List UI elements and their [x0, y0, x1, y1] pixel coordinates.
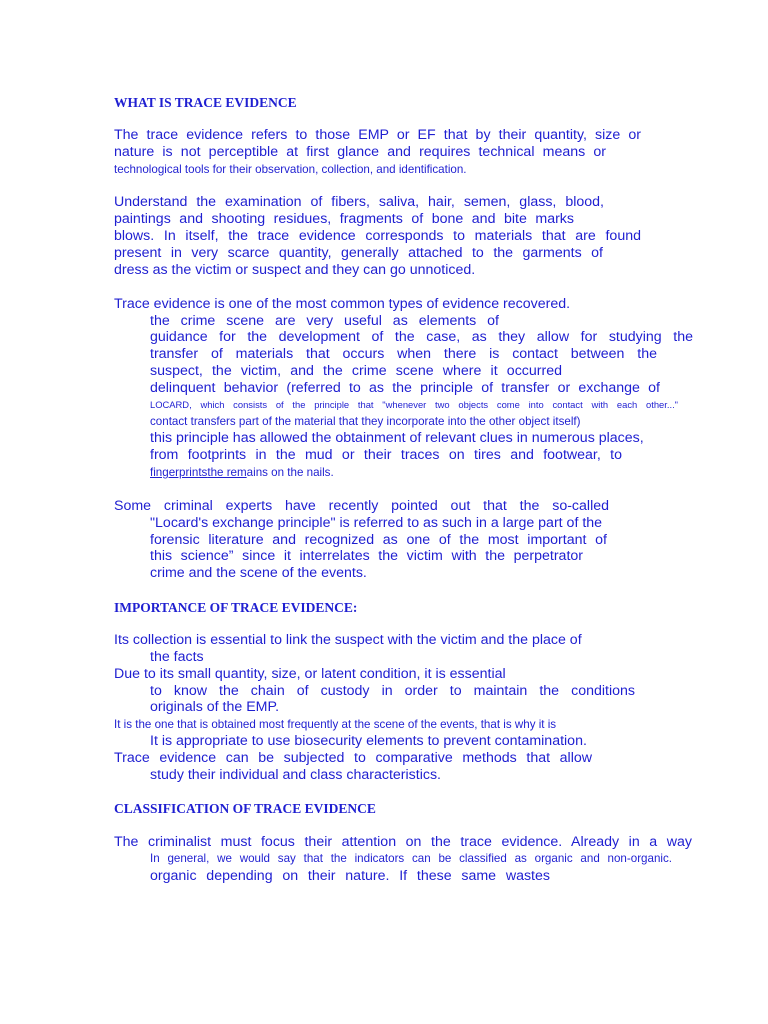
text-line: forensic literature and recognized as one of the most important of	[150, 532, 607, 548]
section-heading: IMPORTANCE OF TRACE EVIDENCE:	[114, 600, 358, 615]
text-line: present in very scarce quantity, generally attached to the garments of	[114, 245, 603, 261]
text-line: this principle has allowed the obtainment of relevant clues in numerous places,	[150, 430, 644, 446]
text-line: study their individual and class characteristics.	[150, 767, 441, 783]
text-line: this science” since it interrelates the victim with the perpetrator	[150, 548, 583, 564]
fingerprints-link[interactable]: fingerprints	[150, 466, 208, 479]
text-line: guidance for the development of the case, as they allow for studying the	[150, 329, 693, 345]
text-line: In general, we would say that the indicators can be classified as organic and non-organic.	[150, 852, 672, 865]
text-line: Trace evidence can be subjected to comparative methods that allow	[114, 750, 592, 766]
text-line: dress as the victim or suspect and they can go unnoticed.	[114, 262, 476, 278]
text-line: contact transfers part of the material that they incorporate into the other object itself)	[150, 415, 581, 428]
text-line: blows. In itself, the trace evidence corresponds to materials that are found	[114, 228, 641, 244]
text-line: organic depending on their nature. If these same wastes	[150, 868, 550, 884]
text-line: It is appropriate to use biosecurity elements to prevent contamination.	[150, 733, 587, 749]
text-line: Its collection is essential to link the suspect with the victim and the place of	[114, 632, 582, 648]
text-line: nature is not perceptible at first glance and requires technical means or	[114, 144, 606, 160]
text-line: The trace evidence refers to those EMP or EF that by their quantity, size or	[114, 127, 641, 143]
text-line: Due to its small quantity, size, or latent condition, it is essential	[114, 666, 506, 682]
text-line: transfer of materials that occurs when there is contact between the	[150, 346, 657, 362]
text-line: the facts	[150, 649, 204, 665]
text-line: from footprints in the mud or their traces on tires and footwear, to	[150, 447, 622, 463]
nails-fragment: ains on the nails.	[246, 466, 334, 479]
text-line: technological tools for their observation, collection, and identification.	[114, 163, 467, 176]
text-line: Understand the examination of fibers, saliva, hair, semen, glass, blood,	[114, 194, 604, 210]
text-line: the crime scene are very useful as elements of	[150, 313, 499, 329]
text-line	[150, 464, 334, 481]
text-line: suspect, the victim, and the crime scene where it occurred	[150, 363, 562, 379]
text-line: "Locard's exchange principle" is referred to as such in a large part of the	[150, 515, 603, 531]
remains-fragment: the rem	[207, 466, 247, 479]
section-heading: WHAT IS TRACE EVIDENCE	[114, 95, 297, 110]
text-line: paintings and shooting residues, fragments of bone and bite marks	[114, 211, 574, 227]
text-line: It is the one that is obtained most frequently at the scene of the events, that is why it is	[114, 718, 557, 731]
text-line: LOCARD, which consists of the principle that "whenever two objects come into contact with each other..."	[150, 399, 678, 410]
text-line: The criminalist must focus their attention on the trace evidence. Already in a way	[114, 834, 692, 850]
text-line: to know the chain of custody in order to maintain the conditions	[150, 683, 635, 699]
section-heading: CLASSIFICATION OF TRACE EVIDENCE	[114, 801, 376, 816]
text-line: crime and the scene of the events.	[150, 565, 367, 581]
text-line: delinquent behavior (referred to as the principle of transfer or exchange of	[150, 380, 660, 396]
text-line: Trace evidence is one of the most common types of evidence recovered.	[114, 296, 571, 312]
text-line: originals of the EMP.	[150, 699, 280, 715]
text-line: Some criminal experts have recently pointed out that the so-called	[114, 498, 609, 514]
